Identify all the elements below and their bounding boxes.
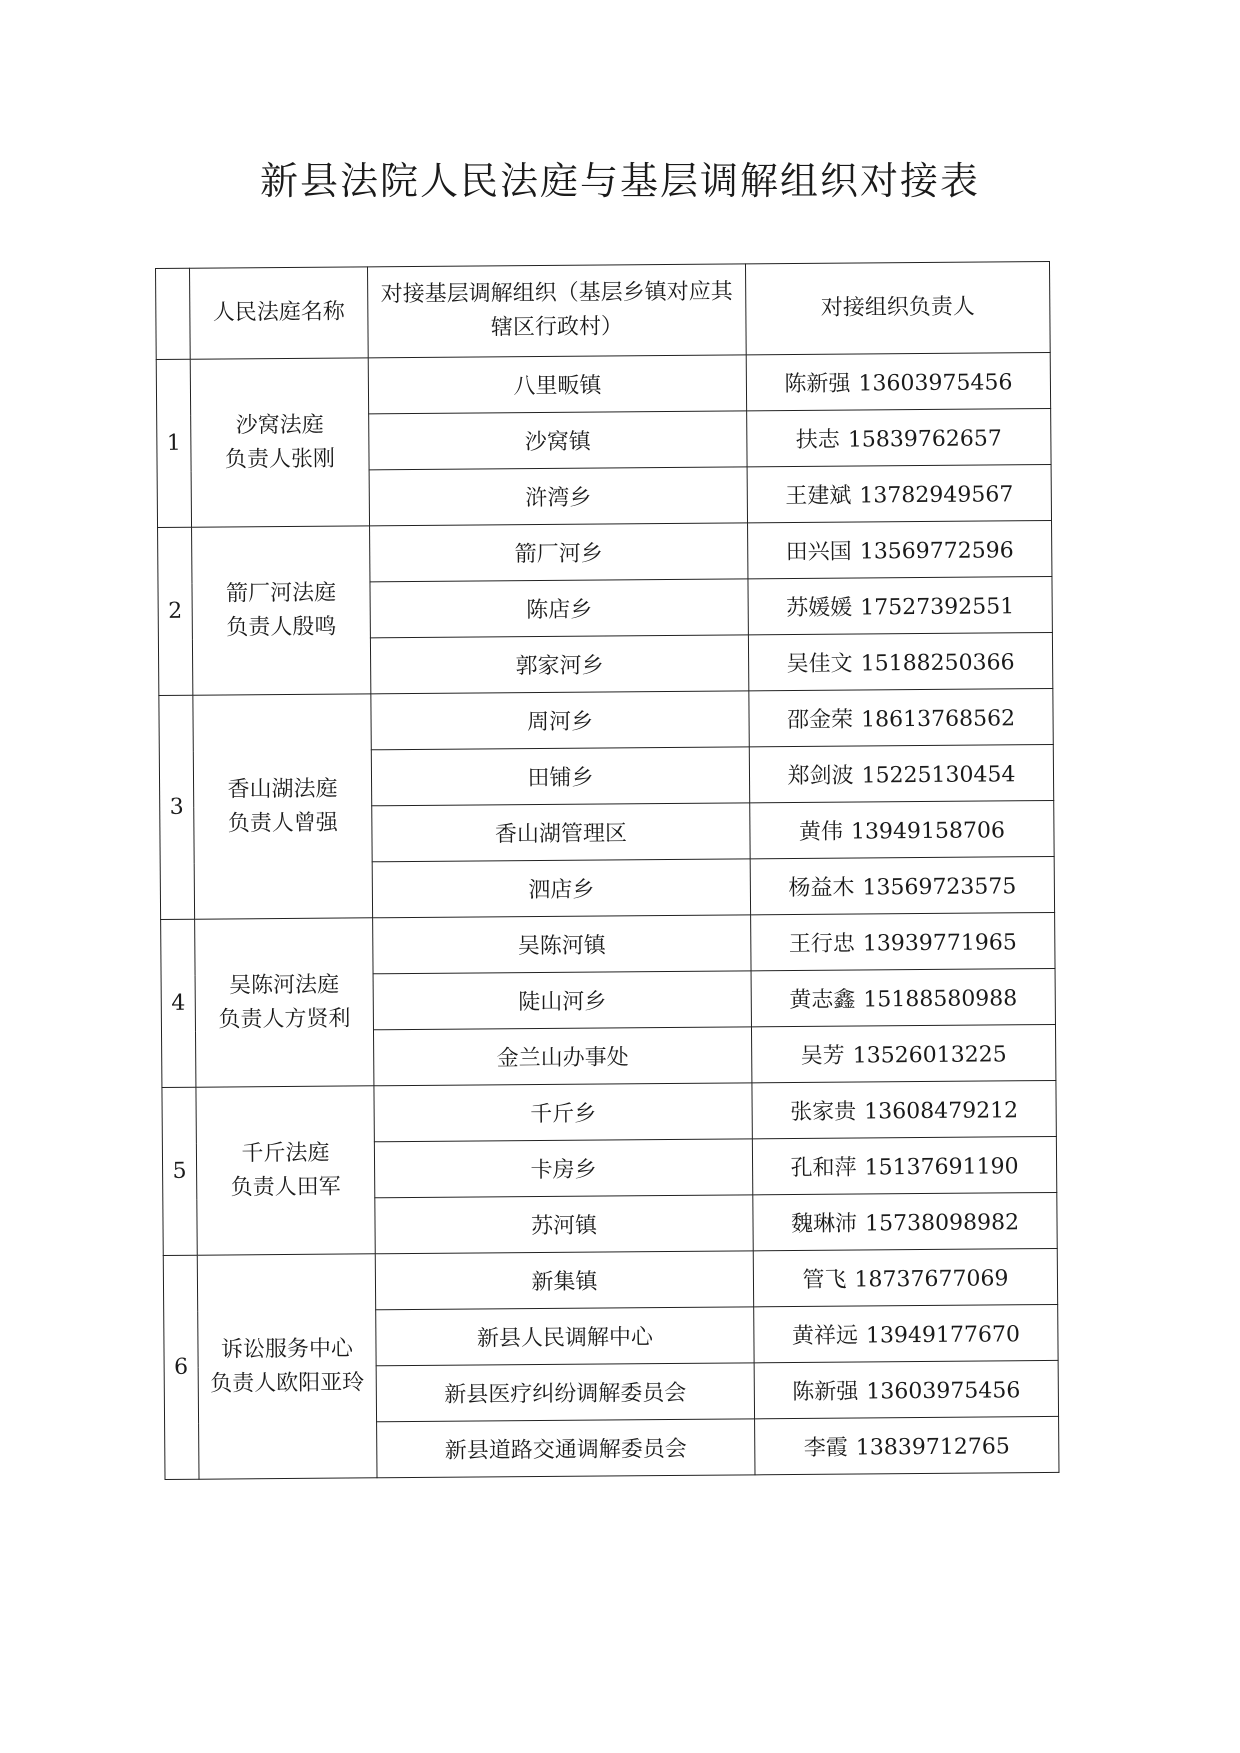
contact-name: 扶志 bbox=[795, 427, 840, 453]
court-name: 诉讼服务中心 bbox=[220, 1335, 354, 1363]
contact-phone: 13782949567 bbox=[859, 482, 1014, 509]
contact-name: 张家贵 bbox=[790, 1099, 857, 1126]
court-head: 负责人田军 bbox=[230, 1174, 341, 1200]
header-row bbox=[156, 261, 1051, 359]
org-cell: 陈店乡 bbox=[370, 579, 748, 638]
table-row bbox=[163, 1248, 1057, 1311]
header-court: 人民法庭名称 bbox=[190, 267, 369, 359]
contact-name: 李霞 bbox=[803, 1435, 848, 1461]
org-cell: 香山湖管理区 bbox=[372, 803, 750, 862]
row-index: 6 bbox=[163, 1255, 199, 1479]
contact-phone: 15225130454 bbox=[861, 762, 1016, 789]
court-head: 负责人欧阳亚玲 bbox=[210, 1369, 365, 1397]
table-row bbox=[162, 1080, 1056, 1143]
contact-cell bbox=[747, 464, 1051, 522]
contact-cell bbox=[751, 968, 1055, 1026]
contact-cell bbox=[754, 1304, 1058, 1362]
contact-name: 杨益木 bbox=[788, 875, 855, 902]
org-cell: 新县道路交通调解委员会 bbox=[377, 1419, 755, 1478]
row-index: 1 bbox=[156, 359, 191, 527]
contact-cell bbox=[752, 1136, 1056, 1194]
court-cell bbox=[192, 526, 371, 695]
org-cell: 吴陈河镇 bbox=[373, 915, 751, 974]
page-title: 新县法院人民法庭与基层调解组织对接表 bbox=[259, 159, 980, 203]
contact-name: 王行忠 bbox=[788, 931, 855, 958]
court-cell bbox=[197, 1254, 377, 1479]
org-cell: 卡房乡 bbox=[374, 1139, 752, 1198]
org-cell: 周河乡 bbox=[371, 691, 749, 750]
table-row bbox=[156, 352, 1050, 415]
contact-name: 吴芳 bbox=[800, 1043, 845, 1069]
contact-cell bbox=[747, 408, 1051, 466]
contact-cell bbox=[746, 352, 1050, 410]
contact-phone: 13603975456 bbox=[858, 370, 1013, 397]
contact-name: 邵金荣 bbox=[786, 707, 854, 734]
contact-phone: 13939771965 bbox=[862, 930, 1017, 957]
org-cell: 沙窝镇 bbox=[369, 411, 747, 470]
contact-cell bbox=[752, 1080, 1056, 1138]
contact-cell bbox=[748, 632, 1052, 690]
court-cell bbox=[195, 918, 374, 1087]
org-cell: 箭厂河乡 bbox=[370, 523, 748, 582]
contact-phone: 13608479212 bbox=[864, 1098, 1019, 1125]
table-row bbox=[161, 912, 1055, 975]
court-cell bbox=[196, 1086, 375, 1255]
org-cell: 新县医疗纠纷调解委员会 bbox=[376, 1363, 754, 1422]
contact-name: 吴佳文 bbox=[786, 651, 853, 678]
contact-name: 黄伟 bbox=[798, 819, 844, 845]
contact-cell bbox=[751, 1024, 1055, 1082]
org-cell: 千斤乡 bbox=[374, 1083, 752, 1142]
contact-phone: 18613768562 bbox=[860, 706, 1016, 733]
court-head: 负责人殷鸣 bbox=[226, 614, 337, 640]
contact-phone: 15738098982 bbox=[864, 1210, 1020, 1237]
header-index bbox=[156, 268, 191, 359]
court-head: 负责人方贤利 bbox=[218, 1005, 351, 1033]
contact-name: 魏琳沛 bbox=[790, 1211, 858, 1238]
court-head: 负责人曾强 bbox=[227, 810, 338, 836]
contact-phone: 13949177670 bbox=[865, 1322, 1020, 1349]
contact-cell bbox=[749, 688, 1053, 746]
header-org: 对接基层调解组织（基层乡镇对应其辖区行政村） bbox=[367, 264, 746, 358]
contact-name: 管飞 bbox=[802, 1267, 847, 1293]
court-name: 香山湖法庭 bbox=[227, 776, 338, 802]
court-head: 负责人张刚 bbox=[224, 446, 336, 472]
contact-phone: 15188580988 bbox=[863, 986, 1018, 1013]
contact-cell bbox=[751, 912, 1055, 970]
org-cell: 金兰山办事处 bbox=[373, 1027, 751, 1086]
contact-cell bbox=[749, 744, 1053, 802]
contact-cell bbox=[755, 1416, 1059, 1474]
org-cell: 苏河镇 bbox=[375, 1195, 753, 1254]
contact-cell bbox=[753, 1248, 1057, 1306]
contact-phone: 13839712765 bbox=[855, 1434, 1010, 1461]
court-name: 吴陈河法庭 bbox=[229, 972, 340, 998]
header-contact: 对接组织负责人 bbox=[745, 261, 1050, 354]
table-row bbox=[159, 688, 1053, 751]
row-index: 2 bbox=[158, 527, 193, 695]
contact-phone: 13569723575 bbox=[862, 874, 1017, 901]
table-body bbox=[156, 352, 1059, 1479]
contact-name: 陈新强 bbox=[792, 1379, 859, 1406]
contact-name: 田兴国 bbox=[785, 539, 852, 566]
court-name: 箭厂河法庭 bbox=[225, 580, 337, 606]
contact-name: 黄志鑫 bbox=[789, 987, 856, 1014]
court-cell bbox=[190, 358, 369, 527]
table-row bbox=[158, 520, 1052, 583]
contact-phone: 17527392551 bbox=[860, 594, 1015, 621]
contact-name: 郑剑波 bbox=[787, 763, 854, 790]
contact-cell bbox=[748, 520, 1052, 578]
court-name: 千斤法庭 bbox=[241, 1140, 330, 1166]
contact-cell bbox=[750, 800, 1054, 858]
contact-name: 王建斌 bbox=[785, 483, 852, 510]
contact-cell bbox=[750, 856, 1054, 914]
contact-phone: 13526013225 bbox=[852, 1042, 1007, 1069]
court-name: 沙窝法庭 bbox=[235, 412, 324, 438]
court-cell bbox=[193, 694, 373, 919]
org-cell: 新县人民调解中心 bbox=[376, 1307, 754, 1366]
contact-name: 黄祥远 bbox=[791, 1323, 859, 1350]
contact-phone: 15839762657 bbox=[847, 426, 1002, 453]
contact-cell bbox=[753, 1192, 1057, 1250]
row-index: 5 bbox=[162, 1087, 197, 1255]
contact-phone: 18737677069 bbox=[854, 1266, 1009, 1293]
contact-cell bbox=[754, 1360, 1058, 1418]
contact-name: 苏媛媛 bbox=[786, 595, 853, 622]
contact-name: 陈新强 bbox=[784, 371, 851, 398]
org-cell: 浒湾乡 bbox=[369, 467, 747, 526]
contact-cell bbox=[748, 576, 1052, 634]
contact-phone: 13569772596 bbox=[859, 538, 1014, 565]
contact-phone: 15137691190 bbox=[864, 1154, 1019, 1181]
contact-phone: 13603975456 bbox=[866, 1378, 1021, 1405]
mediation-table bbox=[155, 261, 1059, 1480]
row-index: 4 bbox=[161, 919, 196, 1087]
contact-name: 孔和萍 bbox=[790, 1155, 857, 1182]
org-cell: 八里畈镇 bbox=[368, 355, 746, 414]
org-cell: 陡山河乡 bbox=[373, 971, 751, 1030]
org-cell: 泗店乡 bbox=[372, 859, 750, 918]
contact-phone: 13949158706 bbox=[850, 818, 1006, 845]
org-cell: 新集镇 bbox=[375, 1251, 753, 1310]
row-index: 3 bbox=[159, 695, 195, 919]
org-cell: 田铺乡 bbox=[371, 747, 749, 806]
org-cell: 郭家河乡 bbox=[370, 635, 748, 694]
contact-phone: 15188250366 bbox=[860, 650, 1015, 677]
